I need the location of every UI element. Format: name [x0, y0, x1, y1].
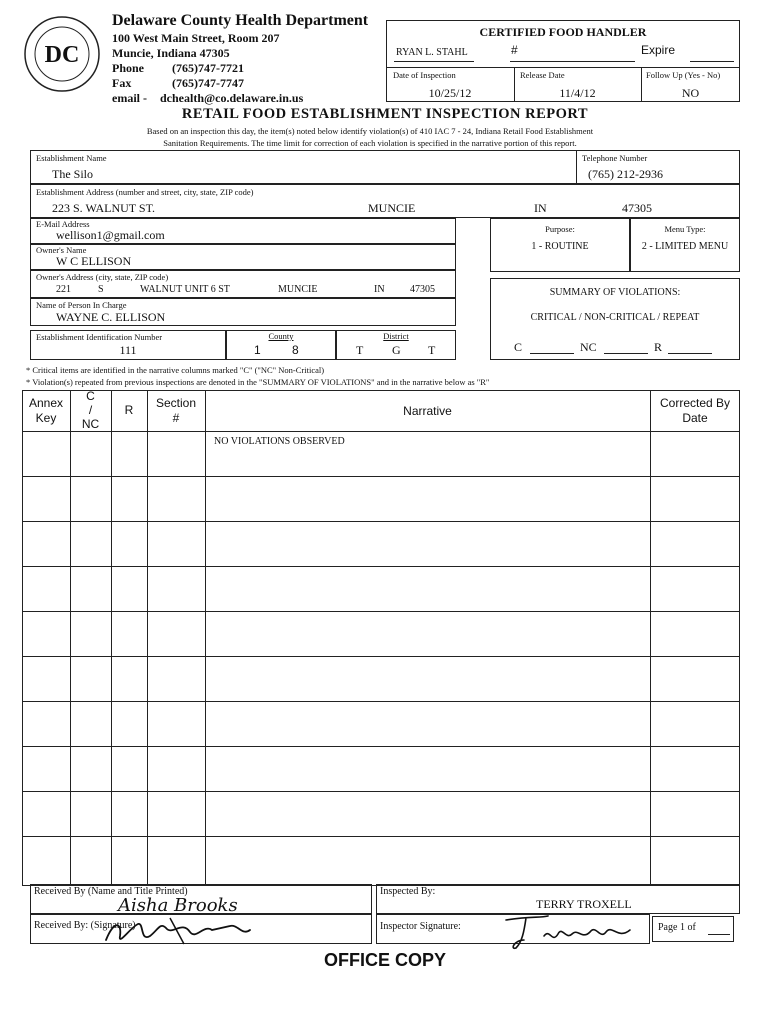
summary-noncritical-label: NC	[580, 340, 597, 354]
purpose-label: Purpose:	[545, 224, 575, 234]
release-date-value[interactable]: 11/4/12	[559, 86, 596, 100]
received-signature-label: Received By: (Signature)	[34, 920, 136, 931]
expire-line	[690, 61, 734, 62]
table-row	[22, 746, 740, 747]
summary-repeat-label: R	[654, 340, 663, 354]
follow-up-value[interactable]: NO	[681, 86, 700, 100]
col-critical: C / NC	[81, 389, 100, 431]
date-inspection-label: Date of Inspection	[393, 70, 456, 80]
owner-address-zip[interactable]: 47305	[410, 284, 435, 295]
inspected-by-label: Inspected By:	[380, 886, 436, 897]
table-row	[22, 701, 740, 702]
org-address: 100 West Main Street, Room 207	[112, 31, 280, 45]
establishment-id-value[interactable]: 111	[119, 343, 137, 357]
summary-title: SUMMARY OF VIOLATIONS:	[549, 287, 681, 298]
report-intro-line1: Based on an inspection this day, the item(s) noted below identify violation(s) of 410 IAC 7 - 24, Indiana Retail Food Establishment	[146, 126, 594, 136]
owner-address-state[interactable]: IN	[374, 284, 385, 295]
email-field-value[interactable]: wellison1@gmail.com	[56, 228, 165, 242]
email-value: dchealth@co.delaware.in.us	[160, 91, 304, 105]
table-row	[22, 836, 740, 837]
telephone-label: Telephone Number	[582, 153, 648, 163]
page-number-label: Page 1 of	[658, 922, 696, 933]
fax-label: Fax	[112, 76, 132, 90]
note-critical: * Critical items are identified in the narrative columns marked "C" ("NC" Non-Critical)	[26, 365, 325, 375]
establishment-id-label: Establishment Identification Number	[36, 332, 163, 342]
establishment-street[interactable]: 223 S. WALNUT ST.	[52, 201, 156, 215]
table-row	[22, 656, 740, 657]
date-inspection-value[interactable]: 10/25/12	[428, 86, 472, 100]
owner-address-label: Owner's Address (city, state, ZIP code)	[36, 272, 169, 282]
follow-up-label: Follow Up (Yes - No)	[646, 70, 721, 80]
report-title: RETAIL FOOD ESTABLISHMENT INSPECTION REPORT	[181, 106, 589, 122]
county-label: County	[268, 331, 294, 341]
menu-type-value[interactable]: 2 - LIMITED MENU	[641, 241, 729, 252]
page-total-field[interactable]	[708, 934, 730, 935]
col-annex-key: Annex Key	[28, 396, 64, 425]
org-city: Muncie, Indiana 47305	[112, 46, 230, 60]
summary-critical-label: C	[514, 340, 523, 354]
district-letter-1[interactable]: T	[356, 343, 364, 357]
note-repeat: * Violation(s) repeated from previous inspections are denoted in the "SUMMARY OF VIOLATIONS" and in the narrative below as "R"	[26, 377, 490, 387]
inspector-name[interactable]: TERRY TROXELL	[536, 897, 632, 911]
report-intro-line2: Sanitation Requirements. The time limit for correction of each violation is specified in the narrative portion of this report.	[163, 138, 577, 148]
establishment-name-value[interactable]: The Silo	[52, 167, 93, 181]
table-row	[22, 521, 740, 522]
received-printed-label: Received By (Name and Title Printed)	[34, 886, 188, 897]
owner-name-label: Owner's Name	[36, 245, 87, 255]
establishment-city[interactable]: MUNCIE	[368, 201, 416, 215]
release-date-label: Release Date	[520, 70, 565, 80]
narrative-first-row[interactable]: NO VIOLATIONS OBSERVED	[214, 436, 345, 447]
table-row	[22, 611, 740, 612]
certified-title: CERTIFIED FOOD HANDLER	[479, 25, 647, 39]
inspector-signature[interactable]	[500, 910, 650, 954]
owner-address-city[interactable]: MUNCIE	[278, 284, 318, 295]
department-logo	[22, 14, 102, 94]
county-digit-1[interactable]: 1	[254, 343, 261, 357]
summary-noncritical-field[interactable]	[604, 353, 648, 354]
inspector-signature-label: Inspector Signature:	[380, 921, 461, 932]
establishment-zip[interactable]: 47305	[622, 201, 652, 215]
fax-value: (765)747-7747	[172, 76, 244, 90]
telephone-value[interactable]: (765) 212-2936	[588, 167, 663, 181]
summary-repeat-field[interactable]	[668, 353, 712, 354]
establishment-state[interactable]: IN	[534, 201, 547, 215]
expire-label: Expire	[641, 43, 676, 57]
phone-label: Phone	[112, 61, 145, 75]
col-corrected-by-date: Corrected By Date	[659, 396, 731, 425]
establishment-name-label: Establishment Name	[36, 153, 107, 163]
establishment-address-label: Establishment Address (number and street, city, state, ZIP code)	[36, 187, 254, 197]
handler-number-label: #	[511, 43, 518, 57]
email-field-label: E-Mail Address	[36, 219, 90, 229]
district-letter-3[interactable]: T	[428, 343, 436, 357]
owner-address-number[interactable]: 221	[56, 284, 71, 295]
owner-address-street[interactable]: WALNUT UNIT 6 ST	[140, 284, 230, 295]
col-repeat: R	[124, 403, 134, 417]
col-narrative: Narrative	[403, 404, 452, 418]
handler-number-line	[510, 61, 635, 62]
summary-critical-field[interactable]	[530, 353, 574, 354]
menu-type-label: Menu Type:	[664, 224, 706, 234]
table-row	[22, 566, 740, 567]
district-label: District	[383, 331, 409, 341]
owner-name-value[interactable]: W C ELLISON	[56, 254, 132, 268]
handler-name-line	[394, 61, 474, 62]
phone-value: (765)747-7721	[172, 61, 244, 75]
office-copy-label: OFFICE COPY	[323, 950, 446, 970]
district-letter-2[interactable]: G	[392, 343, 401, 357]
handler-name[interactable]: RYAN L. STAHL	[396, 47, 468, 58]
org-name: Delaware County Health Department	[112, 12, 369, 29]
table-row	[22, 791, 740, 792]
purpose-value[interactable]: 1 - ROUTINE	[531, 241, 589, 252]
person-in-charge-value[interactable]: WAYNE C. ELLISON	[56, 310, 166, 324]
violations-table	[22, 390, 740, 886]
table-row	[22, 476, 740, 477]
owner-address-direction[interactable]: S	[98, 284, 104, 295]
col-section: Section #	[155, 396, 197, 425]
svg-text:DC: DC	[44, 42, 80, 68]
county-digit-2[interactable]: 8	[292, 343, 299, 357]
received-printed-value[interactable]: Aisha Brooks	[118, 895, 238, 916]
summary-line: CRITICAL / NON-CRITICAL / REPEAT	[530, 312, 700, 323]
received-signature[interactable]	[100, 914, 270, 950]
email-label: email -	[112, 91, 147, 105]
person-in-charge-label: Name of Person In Charge	[36, 300, 127, 310]
